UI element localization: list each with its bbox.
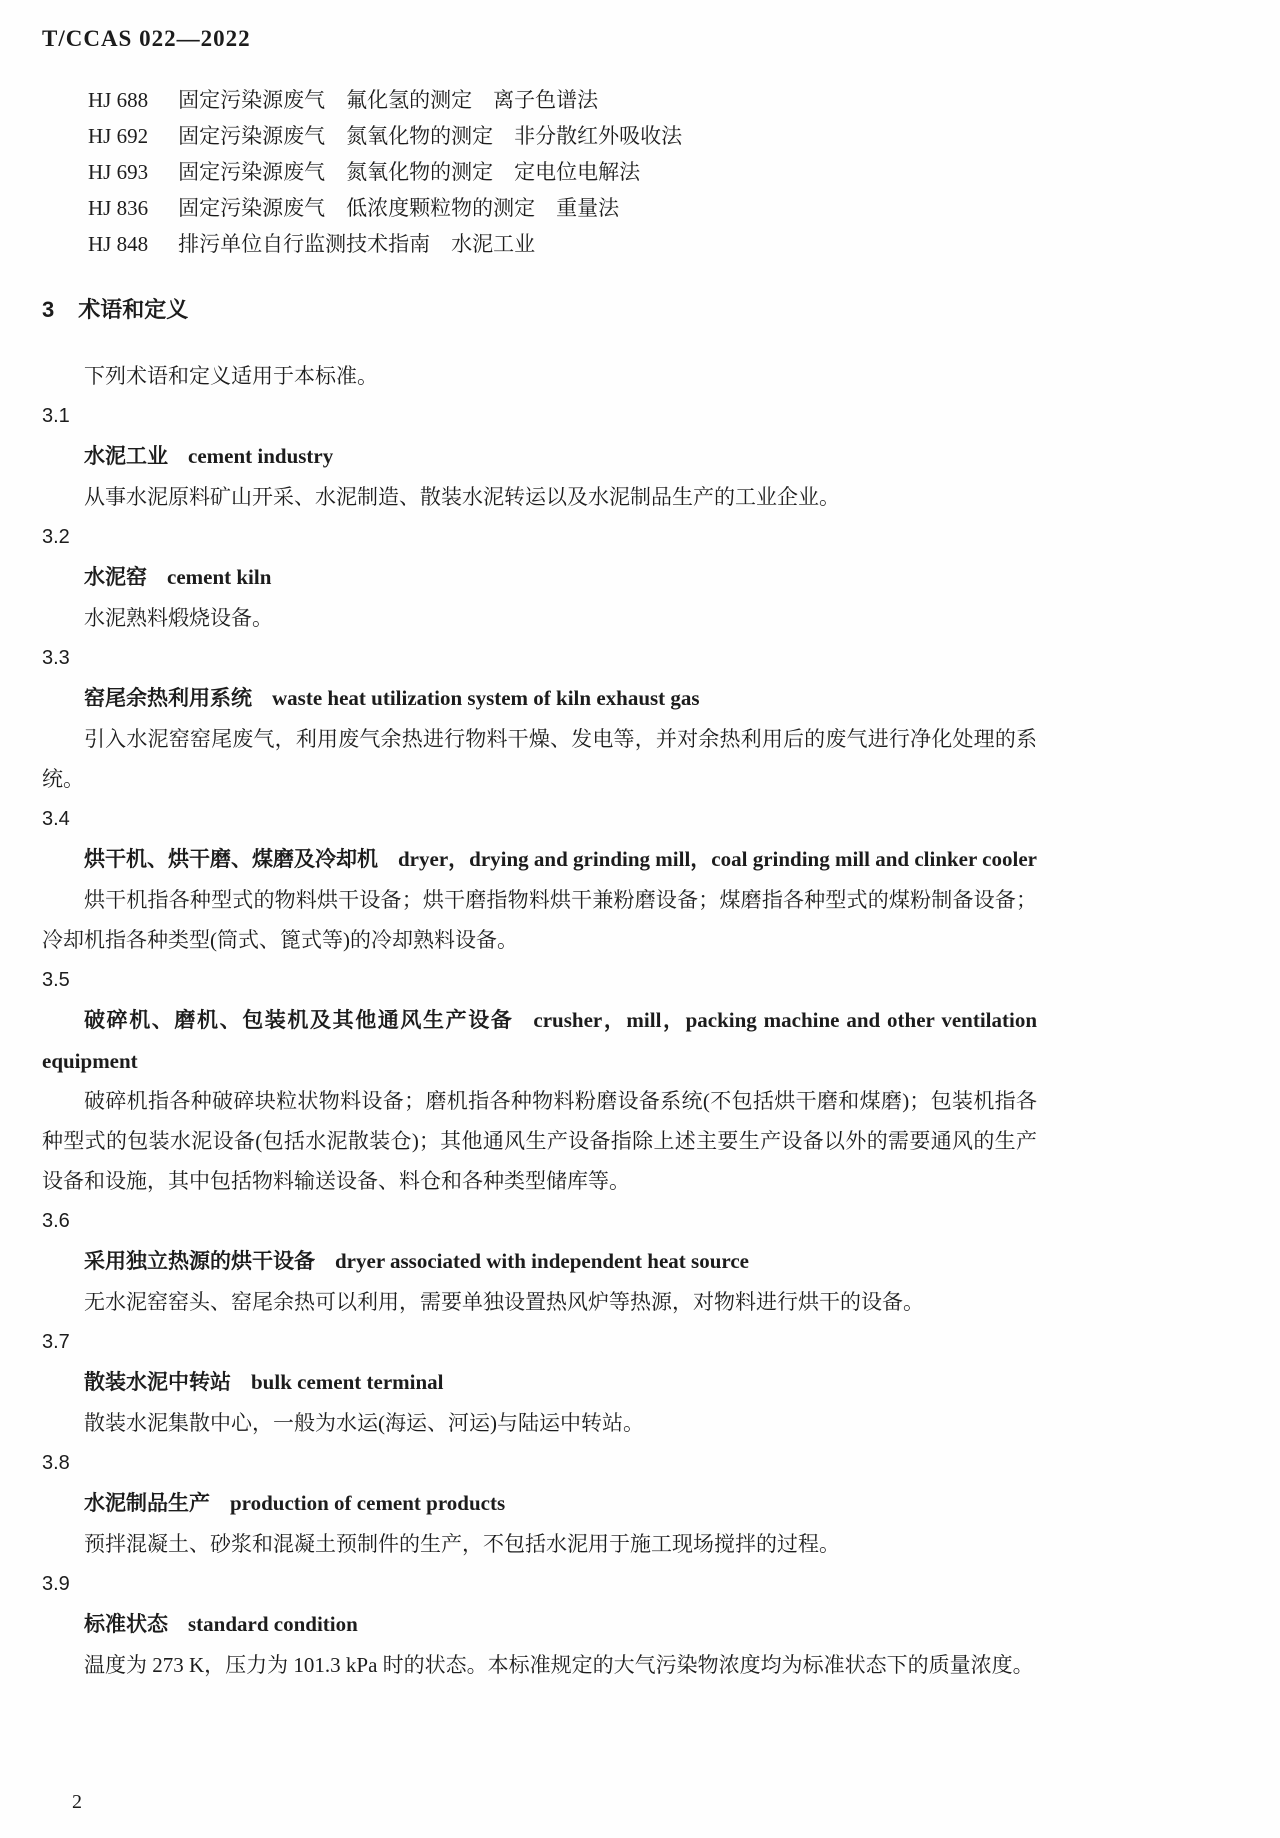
term-zh: 水泥窑 <box>84 566 147 589</box>
term-heading <box>42 436 1037 477</box>
section-title: 术语和定义 <box>78 297 189 322</box>
document-header: T/CCAS 022—2022 <box>42 26 251 51</box>
term-definition: 烘干机指各种型式的物料烘干设备；烘干磨指物料烘干兼粉磨设备；煤磨指各种型式的煤粉制备设备；冷却机指各种类型(筒式、篦式等)的冷却熟料设备。 <box>42 888 1037 952</box>
term-en: waste heat utilization system of kiln exhaust gas <box>272 686 700 710</box>
section-heading <box>42 294 1037 326</box>
reference-item <box>88 154 1037 190</box>
term-id: 3.2 <box>42 526 70 548</box>
term-en: dryer，drying and grinding mill，coal grinding mill and clinker cooler <box>398 847 1037 871</box>
term-heading <box>42 839 1037 880</box>
term-block <box>42 396 1037 517</box>
term-block <box>42 638 1037 799</box>
term-zh: 散装水泥中转站 <box>84 1371 231 1394</box>
term-id: 3.8 <box>42 1452 70 1474</box>
term-definition: 引入水泥窑窑尾废气，利用废气余热进行物料干燥、发电等，并对余热利用后的废气进行净化处理的系统。 <box>42 727 1037 791</box>
normative-reference-list <box>42 82 1037 262</box>
term-block <box>42 799 1037 960</box>
term-en: production of cement products <box>230 1491 506 1515</box>
term-en: standard condition <box>188 1612 358 1636</box>
reference-title: 固定污染源废气 低浓度颗粒物的测定 重量法 <box>178 196 620 220</box>
term-block <box>42 1443 1037 1564</box>
term-definition: 无水泥窑窑头、窑尾余热可以利用，需要单独设置热风炉等热源，对物料进行烘干的设备。 <box>84 1290 924 1314</box>
reference-title: 固定污染源废气 氮氧化物的测定 非分散红外吸收法 <box>178 124 683 148</box>
reference-code: HJ 688 <box>88 88 149 112</box>
term-zh: 采用独立热源的烘干设备 <box>84 1250 315 1273</box>
term-zh: 标准状态 <box>84 1613 168 1636</box>
term-en: dryer associated with independent heat source <box>335 1249 749 1273</box>
reference-item <box>88 190 1037 226</box>
page-number: 2 <box>72 1791 82 1813</box>
term-zh: 烘干机、烘干磨、煤磨及冷却机 <box>84 848 378 871</box>
term-zh: 破碎机、磨机、包装机及其他通风生产设备 <box>84 1009 514 1032</box>
terms-list <box>42 396 1037 1685</box>
term-heading <box>42 1362 1037 1403</box>
term-id: 3.7 <box>42 1331 70 1353</box>
term-zh: 窑尾余热利用系统 <box>84 687 252 710</box>
reference-title: 固定污染源废气 氮氧化物的测定 定电位电解法 <box>178 160 641 184</box>
term-heading <box>42 1604 1037 1645</box>
term-heading <box>42 557 1037 598</box>
reference-title: 排污单位自行监测技术指南 水泥工业 <box>178 232 536 256</box>
reference-code: HJ 692 <box>88 124 149 148</box>
reference-title: 固定污染源废气 氟化氢的测定 离子色谱法 <box>178 88 599 112</box>
term-id: 3.5 <box>42 969 70 991</box>
term-definition: 温度为 273 K，压力为 101.3 kPa 时的状态。本标准规定的大气污染物浓度均为标准状态下的质量浓度。 <box>84 1653 1034 1677</box>
term-zh: 水泥工业 <box>84 445 168 468</box>
reference-item <box>88 118 1037 154</box>
term-en: cement kiln <box>167 565 272 589</box>
section-number: 3 <box>42 297 55 322</box>
term-definition: 从事水泥原料矿山开采、水泥制造、散装水泥转运以及水泥制品生产的工业企业。 <box>84 485 840 509</box>
reference-item <box>88 226 1037 262</box>
term-en: crusher，mill，packing machine and other ventilation equipment <box>42 1008 1037 1073</box>
term-heading <box>42 1000 1037 1081</box>
term-definition: 散装水泥集散中心，一般为水运(海运、河运)与陆运中转站。 <box>84 1411 644 1435</box>
term-id: 3.6 <box>42 1210 70 1232</box>
term-block <box>42 1322 1037 1443</box>
term-heading <box>42 678 1037 719</box>
term-id: 3.9 <box>42 1573 70 1595</box>
section-intro: 下列术语和定义适用于本标准。 <box>84 364 378 388</box>
term-block <box>42 960 1037 1201</box>
reference-code: HJ 693 <box>88 160 149 184</box>
term-id: 3.3 <box>42 647 70 669</box>
term-en: cement industry <box>188 444 334 468</box>
term-id: 3.1 <box>42 405 70 427</box>
term-definition: 预拌混凝土、砂浆和混凝土预制件的生产，不包括水泥用于施工现场搅拌的过程。 <box>84 1532 840 1556</box>
term-zh: 水泥制品生产 <box>84 1492 210 1515</box>
term-definition: 破碎机指各种破碎块粒状物料设备；磨机指各种物料粉磨设备系统(不包括烘干磨和煤磨)；包装机指各种型式的包装水泥设备(包括水泥散装仓)；其他通风生产设备指除上述主要生产设备以外的需要通风的生产设备和设施，其中包括物料输送设备、料仓和各种类型储库等。 <box>42 1089 1037 1193</box>
term-block <box>42 1564 1037 1685</box>
term-id: 3.4 <box>42 808 70 830</box>
term-block <box>42 517 1037 638</box>
reference-code: HJ 848 <box>88 232 149 256</box>
term-block <box>42 1201 1037 1322</box>
term-heading <box>42 1483 1037 1524</box>
term-en: bulk cement terminal <box>251 1370 444 1394</box>
reference-item <box>88 82 1037 118</box>
page-content <box>42 82 1037 1685</box>
reference-code: HJ 836 <box>88 196 149 220</box>
term-definition: 水泥熟料煅烧设备。 <box>84 606 273 630</box>
term-heading <box>42 1241 1037 1282</box>
